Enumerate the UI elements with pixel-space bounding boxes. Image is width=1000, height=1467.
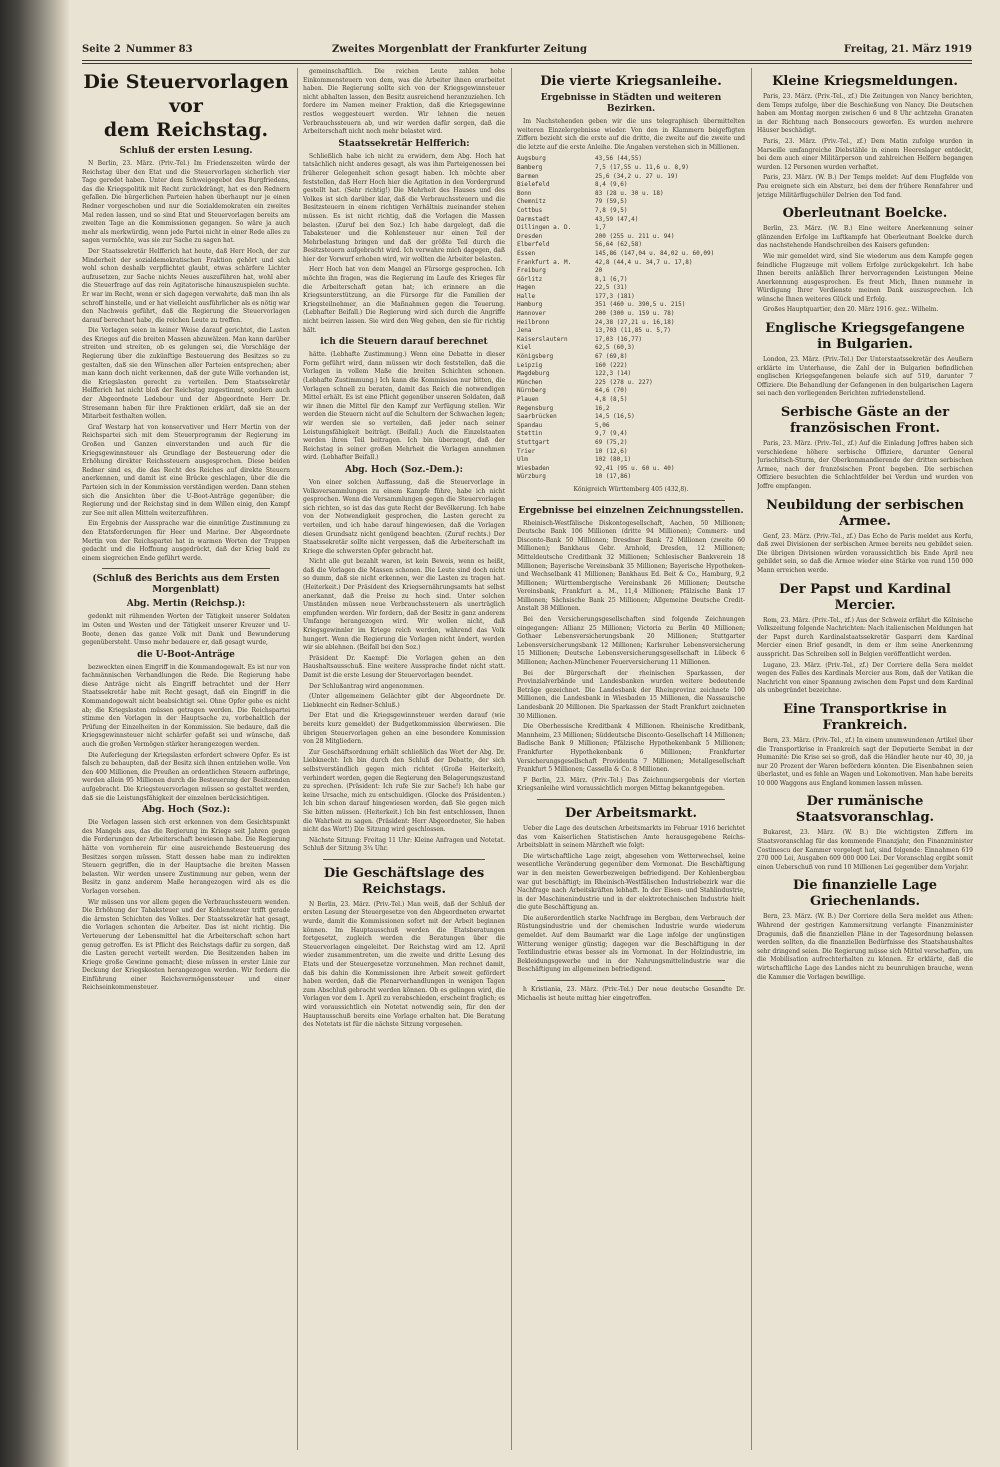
- masthead: [82, 44, 972, 58]
- article-paragraph: Von einer solchen Auffassung, daß die Steuervorlage in Volksversammlungen zu einem Kampfe führe, habe ich nicht gesprochen. Wenn die Versammlungen gegen die Steuervorlagen sich richten, so ist das das gute Recht der Bevölkerung. Ich habe von der Notwendigkeit gesprochen, die Lasten gerecht zu verteilen, und ich habe darauf hingewiesen, daß die Vorlagen diesen Grundsatz nicht genügend beachten. (Zuruf rechts.) Der Staatssekretär sollte nicht vergessen, daß die Arbeiterschaft im Kriege die schwersten Opfer gebracht hat.: [303, 478, 505, 555]
- section-heading: Der rumänische Staatsvoranschlag.: [795, 794, 935, 826]
- city-cell: Essen: [517, 249, 536, 257]
- subheadline: Ergebnisse in Städten und weiteren Bezirken.: [540, 93, 722, 114]
- article-paragraph: Schließlich habe ich nicht zu erwidern, dem Abg. Hoch hat tatsächlich nicht anderes gesagt, als was ihm Parteigenossen bei früherer Gelegenheit schon gesagt haben. Ich möchte aber feststellen, daß Herr Hoch hier die Agitation in den Vordergrund gestellt hat. (Sehr richtig!) Die Mehrheit des Hauses und des Volkes ist sich darüber klar, daß die Verbrauchssteuern und die Besitzsteuern in einem richtigen Verhältnis zueinander stehen müssen. Es ist nicht richtig, daß die Vorlagen die Massen belasten. (Zuruf bei den Soz.) Ich habe dargelegt, daß die Tabaksteuer und die Kohlensteuer nur einen Teil der Mehrbelastung bringen und daß der größte Teil durch die Besitzsteuern aufgebracht wird. Ich verwahre mich dagegen, daß hier der Vorwurf erhoben wird, wir wollten die Arbeiter belasten.: [303, 152, 505, 263]
- city-cell: Hagen: [517, 284, 536, 292]
- article-paragraph: gedenkt mit rühmenden Worten der Tätigkeit unserer Soldaten im Osten und Westen und der Tätigkeit unserer Kreuzer und U-Boote, denen das ganze Volk mit Dank und Bewunderung gegenübersteht. Umso mehr bedauere er, daß gesagt wurde,: [82, 613, 290, 647]
- table-row: [517, 241, 745, 250]
- value-cell: 351 (460 u. 390,5 u. 215): [595, 301, 686, 309]
- article-paragraph: Rom, 23. März. (Priv.-Tel., zf.) Aus der Schweiz erfährt die Kölnische Volkszeitung folgende Nachrichten: Nach italienischen Meldungen hat der Papst durch Kardinalstaatssekretär Gasparri dem Kardinal Mercier einen Brief gesandt, in dem er ihm seine Anerkennung ausspricht. Das Schreiben soll in Belgien veröffentlicht werden.: [757, 616, 973, 658]
- value-cell: 13,703 (11,85 u. 5,7): [595, 327, 671, 335]
- value-cell: 56,64 (62,58): [595, 241, 642, 249]
- article-paragraph: Genf, 23. März. (Priv.-Tel., zf.) Das Echo de Paris meldet aus Korfu, daß zwei Divisionen der serbischen Armee bereits neu gebildet seien. Die übrigen Divisionen würden voraussichtlich bis Ende April neu gebildet sein, so daß die Armee wieder eine Stärke von rund 150 000 Mann erreichen werde.: [757, 532, 973, 574]
- article-paragraph: Wie mir gemeldet wird, sind Sie wiederum aus dem Kampfe gegen feindliche Flugzeuge mit vollem Erfolge zurückgekehrt. Ich habe Ihnen bereits anläßlich Ihrer hervorragenden Leistungen Meine Anerkennung ausgesprochen. Es freut Mich, Ihnen nunmehr in Würdigung Ihrer Verdienste meinen Dank auszusprechen. Ich wünsche Ihnen weiteres Glück und Erfolg.: [757, 252, 973, 303]
- city-cell: Stettin: [517, 430, 543, 438]
- subscription-results-table: [517, 155, 745, 482]
- city-cell: München: [517, 378, 543, 386]
- city-cell: Magdeburg: [517, 370, 550, 378]
- column-rule-2: [511, 68, 512, 1450]
- value-cell: 9,7 (9,4): [595, 430, 628, 438]
- city-cell: Regensburg: [517, 404, 554, 412]
- city-cell: Hannover: [517, 310, 546, 318]
- article-paragraph: Die Auferlegung der Kriegslasten erfordert schwere Opfer. Es ist falsch zu behaupten, daß der Besitz sich ihnen entziehen wolle. Von den 400 Millionen, die Preußen an ordentlichen Steuern aufbringe, werden allein 95 Millionen durch die Besteuerung der Besitzenden aufgebracht. Die Kriegsteuervorlagen müssen so gestaltet werden, daß sie die Leistungsfähigkeit der einzelnen berücksichtigen.: [82, 751, 290, 802]
- city-cell: Dresden: [517, 232, 543, 240]
- city-cell: Bamberg: [517, 163, 543, 171]
- headline-line-2: dem Reichstag.: [103, 119, 269, 141]
- article-paragraph: F Berlin, 23. März. (Priv.-Tel.) Das Zeichnungsergebnis der vierten Kriegsanleihe wird voraussichtlich morgen Mittag bekanntgegeben.: [517, 776, 745, 793]
- value-cell: 7,5 (17,55 u. 11,6 u. 8,9): [595, 163, 689, 171]
- table-row: [517, 473, 745, 482]
- table-row: [517, 293, 745, 302]
- value-cell: 25,6 (34,2 u. 27 u. 19): [595, 172, 679, 180]
- value-cell: 1,7: [595, 224, 606, 232]
- table-row: [517, 327, 745, 336]
- article-paragraph: Paris, 23. März. (Priv.-Tel., zf.) Die Zeitungen von Nancy berichten, dem Temps zufolge, über die Beschießung von Nancy. Die Deutschen haben am Montag morgen zwischen 6 und 8 Uhr achtzehn Granaten in der Richtung nach Bonsecours geworfen. Es wurden mehrere Häuser beschädigt.: [757, 93, 973, 135]
- page-number: Seite 2: [82, 44, 121, 55]
- table-row: [517, 181, 745, 190]
- article-paragraph: hätte. (Lebhafte Zustimmung.) Wenn eine Debatte in dieser Form geführt wird, dann müssen wir doch feststellen, daß die Vorlagen in vollem Maße die breiten Schichten schonen. (Lebhafte Zustimmung.) Ich kann die Kommission nur bitten, die Vorlagen schnell zu beraten, damit das Reich die notwendigen Mittel erhält. Es ist eine Pflicht gegenüber unseren Soldaten, daß wir ihnen die Mittel für den Kampf zur Verfügung stellen. Wir werden die Steuern nicht auf die Schultern der Schwachen legen; wir werden sie so verteilen, daß jeder nach seiner Leistungsfähigkeit beiträgt. (Beifall.) Auch die Einzelstaaten werden ihren Teil beitragen. Ich bin überzeugt, daß der Reichstag in seiner großen Mehrheit die Vorlagen annehmen wird. (Lebhafter Beifall.): [303, 351, 505, 462]
- column-2: [303, 68, 505, 1450]
- headline-line-1: Die Steuervorlagen vor: [83, 71, 289, 117]
- article-paragraph: Ueber die Lage des deutschen Arbeitsmarkts im Februar 1916 berichtet das vom Kaiserlichen Statistischen Amte herausgegebene Reichs-Arbeitsblatt in seinem Märzheft wie folgt:: [517, 824, 745, 850]
- article-paragraph: Die Oberhessische Kreditbank 4 Millionen. Rheinische Kreditbank, Mannheim, 23 Millionen; Süddeutsche Disconto-Gesellschaft 14 Millionen; Badische Bank 9 Millionen; Pfälzische Hypothekenbank 5 Millionen; Frankfurter Hypothekenbank 6 Millionen; Frankfurter Versicherungsgesellschaft Providentia 7 Millionen; Metallgesellschaft Frankfurt 5 Millionen; Cassella & Co. 8 Millionen.: [517, 723, 745, 774]
- table-row: [517, 353, 745, 362]
- city-cell: Kiel: [517, 344, 532, 352]
- speaker-heading: Abg. Mertin (Reichsp.):: [126, 599, 246, 610]
- report-note: (Schluß des Berichts aus dem Ersten Morgenblatt): [92, 574, 280, 596]
- value-cell: 160 (222): [595, 361, 628, 369]
- article-paragraph: Die Vorlagen seien in keiner Weise darauf gerichtet, die Lasten des Krieges auf die breiten Massen abzuwälzen. Man kann darüber streiten und streiten, ob es gelungen sei, die Vorschläge der Regierung über die zukünftige Besteuerung des Besitzes so zu gestalten, daß sie den Wünschen aller Parteien entsprechen; aber man kann doch nicht verkennen, daß der gute Wille vorhanden ist, die Kriegslasten gerecht zu verteilen. Dem Staatssekretär Helfferich hat nicht bloß der Reichstag zugestimmt, sondern auch der Abgeordnete Ledebour und der Abgeordnete Herr Dr. Stresemann haben für ihre Fraktionen erklärt, daß sie an der Mitarbeit festhalten wollen.: [82, 327, 290, 421]
- city-cell: Königsberg: [517, 353, 554, 361]
- table-row: [517, 413, 745, 422]
- table-row: [517, 370, 745, 379]
- value-cell: 22,5 (31): [595, 284, 628, 292]
- city-cell: Frankfurt a. M.: [517, 258, 572, 266]
- subsection-heading: ich die Steuern darauf berechnet: [320, 337, 488, 348]
- table-row: [517, 465, 745, 474]
- article-paragraph: Zur Geschäftsordnung erhält schließlich das Wort der Abg. Dr. Liebknecht: Ich bin durch den Schluß der Debatte, der sich selbstverständlich gegen mich richtet (Große Heiterkeit), verhindert worden, gegen die Regierung den Belagerungszustand zu sprechen. (Präsident: Ich rufe Sie zur Sache!) Ich habe gar keine Ursache, mich zu entschuldigen. (Glocke des Präsidenten.) Ich bin schon darauf hingewiesen worden, daß Sie gegen mich Sie bitten müssen. (Heiterkeit.) Ich bin fest entschlossen, Ihnen die Wahrheit zu sagen. (Präsident: Herr Abgeordneter, Sie haben nicht das Wort!) Die Sitzung wird geschlossen.: [303, 748, 505, 834]
- table-row: [517, 284, 745, 293]
- section-heading: Englische Kriegsgefangene in Bulgarien.: [765, 321, 965, 353]
- value-cell: 20: [595, 267, 603, 275]
- value-cell: 200 (255 u. 211 u. 94): [595, 232, 675, 240]
- city-cell: Chemnitz: [517, 198, 546, 206]
- article-paragraph: Paris, 23. März. (Priv.-Tel., zf.) Auf die Einladung Joffres haben sich verschiedene höhere serbische Offiziere, darunter General Jurischitsch-Sturm, der Oberkommandierende der dritten serbischen Armee, nach der französischen Front begeben. Die serbischen Offiziere besuchten die Schlachtfelder bei Verdun und wurden von Joffre empfangen.: [757, 440, 973, 490]
- article-paragraph: N Berlin, 23. März. (Priv.-Tel.) Im Friedenszeiten würde der Reichstag über den Etat und die Steuervorlagen sicherlich vier Tage geredet haben. Unter dem Schweigegebot des Burgfriedens, das die Kriegspolitik mit Recht zurückdrängt, hat es den Rednern gefallen. Die bürgerlichen Parteien haben überhaupt nur je einen Redner vorgeschoben und nur die Sozialdemokraten ein zweites Mal reden lassen, und so sind Etat und Steuervorlagen bereits am zweiten Tage an die Kommissionen gegangen. So wäre ja auch mehr als merkwürdig, wenn jede Partei nicht in einer Rede alles zu sagen vermöchte, was sie zur Sache zu sagen hat.: [82, 160, 290, 245]
- article-paragraph: London, 23. März. (Priv.-Tel.) Der Unterstaatssekretär des Aeußern erklärte im Unterhause, die Zahl der in Bulgarien befindlichen englischen Kriegsgefangenen belaufe sich auf 519, darunter 7 Offiziere. Die Behandlung der Gefangenen in den bulgarischen Lagern sei nach den vorliegenden Berichten zufriedenstellend.: [757, 356, 973, 398]
- table-row: [517, 173, 745, 182]
- value-cell: 102 (80,1): [595, 456, 632, 464]
- article-paragraph: Großes Hauptquartier, den 20. März 1916. gez.: Wilhelm.: [763, 306, 939, 314]
- value-cell: 8,1 (6,7): [595, 275, 628, 283]
- city-cell: Barmen: [517, 172, 539, 180]
- kingdom-total: Königreich Württemberg 405 (432,8).: [573, 485, 689, 493]
- book-binding-edge: [0, 0, 70, 1467]
- table-row: [517, 405, 745, 414]
- article-paragraph: Bukarest, 23. März. (W. B.) Die wichtigsten Ziffern im Staatsvoranschlag für das kommende Finanzjahr, den Finanzminister Costinescu der Kammer vorgelegt hat, sind folgende: Einnahmen 619 270 000 Lei, Ausgaben 609 000 000 Lei. Der Voranschlag ergibt somit einen Ueberschuß von rund 10 Millionen Lei gegenüber dem Vorjahr.: [757, 829, 973, 871]
- value-cell: 4,8 (8,5): [595, 396, 628, 403]
- article-paragraph: Rheinisch-Westfälische Diskontogesellschaft, Aachen, 50 Millionen; Deutsche Bank 106 Millionen (dritte 94 Millionen); Commerz- und Disconto-Bank 50 Millionen; Dresdner Bank 72 Millionen (zweite 60 Millionen); Bankhaus Gebr. Arnhold, Dresden, 12 Millionen; Mitteldeutsche Creditbank 32 Millionen; Schlesischer Bankverein 18 Millionen; Bayerische Vereinsbank 35 Millionen; Bayerische Hypotheken- und Wechselbank 41 Millionen; Bankhaus Ed. Beit & Co., Hamburg, 9,2 Millionen; Württembergische Vereinsbank 26 Millionen; Deutsche Vereinsbank, Frankfurt a. M., 11,4 Millionen; Pfälzische Bank 17 Millionen; Sächsische Bank 25 Millionen; Allgemeine Deutsche Credit-Anstalt 38 Millionen.: [517, 519, 745, 613]
- divider: [537, 799, 725, 800]
- table-row: [517, 387, 745, 396]
- city-cell: Halle: [517, 292, 536, 300]
- table-row: [517, 198, 745, 207]
- city-cell: Heilbronn: [517, 318, 550, 326]
- article-paragraph: Bei den Versicherungsgesellschaften sind folgende Zeichnungen eingegangen: Allianz 25 Millionen; Victoria zu Berlin 40 Millionen; Gothaer Lebensversicherungsbank 20 Millionen; Stuttgarter Lebensversicherungsbank 12 Millionen; Karlsruher Lebensversicherung 15 Millionen; Deutsche Lebensversicherungsgesellschaft in Lübeck 6 Millionen; Aachen-Münchener Feuerversicherung 11 Millionen.: [517, 616, 745, 667]
- article-paragraph: Bern, 23. März. (W. B.) Der Corriere della Sera meldet aus Athen: Während der gestrigen Kammersitzung verlangte Finanzminister Dragumis, daß die finanziellen Pläne in der Tagesordnung belassen werden sollten, da die finanziellen Bedürfnisse des Staatshaushaltes sehr dringend seien. Die Regierung müsse sich Mittel verschaffen, um die Mobilisation aufrechterhalten zu können. Er erklärte, daß die wirtschaftliche Lage des Landes nicht zu beunruhigen brauche, wenn die Kammer die Vorlagen bewillige.: [757, 913, 973, 981]
- table-row: [517, 422, 745, 431]
- city-cell: Bielefeld: [517, 181, 550, 189]
- subsection-heading: die U-Boot-Anträge: [137, 649, 235, 660]
- section-heading-arbeitsmarkt: Der Arbeitsmarkt.: [564, 805, 698, 821]
- article-paragraph: Graf Westarp hat von konservativer und Herr Mertin von der Reichspartei sich mit dem Steuerprogramm der Regierung im Großen und Ganzen einverstanden und auch für die Kriegsgewinnsteuer als Grundlage der Besteuerung oder die Erhöhung direkter Reichssteuern ausgesprochen. Diese beiden Redner sind es, die das Recht des Reiches auf direkte Steuern anerkennen, und damit ist eine Brücke geschlagen, über die die Parteien sich in der Kommission verständigen werden. Dann stehen sich die Ansichten über die U-Boot-Anträge gegenüber; die Regierung und der Reichstag sind in dem Willen einig, den Kampf zur See mit allen Mitteln weiterzuführen.: [82, 423, 290, 517]
- section-heading: Oberleutnant Boelcke.: [782, 206, 948, 222]
- article-paragraph: Herr Hoch hat von dem Mangel an Fürsorge gesprochen. Ich möchte ihn fragen, was die Regierung im Laufe des Krieges für die Arbeiterschaft getan hat; ich erinnere an die Kriegsunterstützung, an die Fürsorge für die Familien der Kriegsteilnehmer, an die Maßnahmen gegen die Teuerung. (Lebhafter Beifall.) Die Regierung wird sich durch die Angriffe nicht beirren lassen. Sie wird den Weg gehen, den sie für richtig hält.: [303, 266, 505, 334]
- value-cell: 10 (12,6): [595, 447, 628, 455]
- city-cell: Dillingen a. D.: [517, 224, 572, 232]
- table-row: [517, 439, 745, 448]
- article-paragraph: Der Staatssekretär Helfferich hat heute, daß Herr Hoch, der zur Minderheit der sozialdemokratischen Fraktion gehört und sich wohl schon deshalb verpflichtet glaubt, etwas schärfere Lichter aufzusetzen, zur Sache nichts Neues auszuführen hat, wohl aber die Steuerfrage auf das rein Agitatorische hinauszuspielen suchte. Er war im Recht, wenn er sich dagegen verwahrte, daß man ihn als schroff hinstelle, und er hat vielleicht ausführlicher als es nötig war den Nachweis geführt, daß die Regierung die Steuervorlagen darauf berechnet habe, die reichen Leute zu treffen.: [82, 247, 290, 324]
- table-row: [517, 164, 745, 173]
- table-row: [517, 448, 745, 457]
- column-4: [757, 68, 973, 1450]
- value-cell: 122,3 (14): [595, 370, 632, 378]
- table-row: [517, 233, 745, 242]
- speaker-heading: Abg. Hoch (Soz.):: [141, 805, 231, 816]
- city-cell: Bonn: [517, 189, 532, 197]
- value-cell: 17,03 (16,77): [595, 335, 642, 343]
- section-heading: Der Papst und Kardinal Mercier.: [779, 581, 951, 613]
- value-cell: 67 (69,8): [595, 353, 628, 361]
- city-cell: Stuttgart: [517, 438, 550, 446]
- table-row: [517, 155, 745, 164]
- city-cell: Saarbrücken: [517, 413, 557, 421]
- article-paragraph: Paris, 23. März. (Priv.-Tel., zf.) Dem Matin zufolge wurden in Marseille umfangreiche Diebstähle in einem Heereslager entdeckt, bei dem auch einer Militärperson und zahlreichen Helfern begangen wurden. 12 Personen wurden verhaftet.: [757, 137, 973, 171]
- section-heading: Neubildung der serbischen Armee.: [766, 497, 964, 529]
- value-cell: 83 (28 u. 30 u. 18): [595, 189, 664, 197]
- value-cell: 10 (17,86): [595, 473, 632, 481]
- table-row: [517, 190, 745, 199]
- headline-steuervorlagen: [82, 70, 290, 142]
- section-heading-kriegsanleihe: Die vierte Kriegsanleihe.: [540, 74, 722, 89]
- table-row: [517, 310, 745, 319]
- section-heading: Die finanzielle Lage Griechenlands.: [793, 878, 937, 910]
- column-1: [82, 68, 290, 1450]
- article-paragraph: Präsident Dr. Kaempf: Die Vorlagen gehen an den Haushaltsausschuß. Eine weitere Aussprache findet nicht statt. Damit ist die erste Lesung der Steuervorlagen beendet.: [303, 654, 505, 679]
- value-cell: 5,06: [595, 421, 610, 429]
- table-row: [517, 276, 745, 285]
- table-row: [517, 319, 745, 328]
- table-row: [517, 362, 745, 371]
- value-cell: 200 (300 u. 159 u. 78): [595, 310, 675, 318]
- city-cell: Hamburg: [517, 301, 543, 309]
- subheadline: Schluß der ersten Lesung.: [119, 146, 253, 156]
- city-cell: Elberfeld: [517, 241, 550, 249]
- table-row: [517, 216, 745, 225]
- article-paragraph: Lugano, 23. März. (Priv.-Tel., zf.) Der Corriere della Sera meldet wegen des Falles des Kardinals Mercier aus Rom, daß der Vatikan die Nachricht von einer Spannung zwischen dem Papst und dem Kardinal als unbegründet bezeichne.: [757, 661, 973, 695]
- table-row: [517, 344, 745, 353]
- value-cell: 43,56 (44,55): [595, 155, 642, 163]
- table-row: [517, 430, 745, 439]
- value-cell: 79 (59,5): [595, 198, 628, 206]
- city-cell: Cottbus: [517, 206, 543, 214]
- speaker-heading: Abg. Hoch (Soz.-Dem.):: [344, 464, 463, 475]
- column-rule-3: [751, 68, 752, 1450]
- table-row: [517, 336, 745, 345]
- city-cell: Ulm: [517, 456, 528, 464]
- value-cell: 62,5 (60,3): [595, 344, 635, 352]
- article-paragraph: (Unter allgemeinem Gelächter gibt der Abgeordnete Dr. Liebknecht ein Redner-Schluß.): [303, 693, 505, 709]
- divider: [323, 859, 485, 860]
- city-cell: Leipzig: [517, 361, 543, 369]
- column-rule-1: [297, 68, 298, 1450]
- city-cell: Augsburg: [517, 155, 546, 163]
- table-row: [517, 396, 745, 405]
- column-3: [517, 68, 745, 1450]
- table-row: [517, 224, 745, 233]
- section-heading: Serbische Gäste an der französischen Front.: [780, 405, 950, 437]
- article-paragraph: N Berlin, 23. März. (Priv.-Tel.) Man weiß, daß der Schluß der ersten Lesung der Steuergesetze von den Abgeordneten erwartet wurde, damit die Kommissionen sofort mit der Arbeit beginnen können. Im Hauptausschuß werden die Etatsberatungen fortgesetzt, zugleich werden die Beratungen über die Steuervorlagen eingeleitet. Der Reichstag wird am 12. April wieder zusammentreten, um die zweite und dritte Lesung des Etats und der Steuergesetze vorzunehmen. Man rechnet damit, daß bis dahin die Kommissionen ihre Arbeit soweit gefördert haben werden, daß die Plenarverhandlungen in wenigen Tagen zum Abschluß gebracht werden können. Ob es gelingen wird, die Vorlagen vor dem 1. April zu verabschieden, erscheint fraglich; es wird voraussichtlich ein Notetat notwendig sein, für den der Hauptausschuß bereits eine Vorlage erhalten hat. Die Beratung des Notetats ist für die nächste Sitzung vorgesehen.: [303, 900, 505, 1029]
- value-cell: 42,8 (44,4 u. 34,7 u. 17,8): [595, 258, 693, 266]
- city-cell: Freiburg: [517, 267, 546, 275]
- article-paragraph: Wir müssen uns vor allem gegen die Verbrauchssteuern wenden. Die Erhöhung der Tabaksteuer und der Kohlensteuer trifft gerade die ärmsten Schichten des Volkes. Der Staatssekretär hat gesagt, die Vorlagen schonten die Arbeiter. Das ist nicht richtig. Die Verteuerung der Lebensmittel hat die Arbeiterschaft schon hart genug getroffen. Es ist Pflicht des Reichstags dafür zu sorgen, daß die Lasten gerecht verteilt werden. Die Besitzenden haben im Kriege große Gewinne gemacht; diese müssen in erster Linie zur Deckung der Kriegskosten herangezogen werden. Wir fordern die Einführung einer Reichsvermögenssteuer und einer Reichseinkommensteuer.: [82, 898, 290, 992]
- divider: [537, 500, 725, 501]
- value-cell: 7,8 (9,5): [595, 206, 628, 214]
- value-cell: 177,3 (181): [595, 292, 635, 300]
- city-cell: Darmstadt: [517, 215, 550, 223]
- value-cell: 16,2: [595, 404, 610, 412]
- table-row: [517, 267, 745, 276]
- table-row: [517, 456, 745, 465]
- table-row: [517, 379, 745, 388]
- article-paragraph: bezweckten einen Eingriff in die Kommandogewalt. Es ist nur von fachmännischen Verhandlungen die Rede. Die Regierung habe diese Anträge nicht als Eingriff betrachtet und der Herr Staatssekretär habe mit Recht gesagt, daß ein Eingriff in die Kommandogewalt nicht beabsichtigt sei. Ohne Opfer gehe es nicht ab; die Kriegslasten müssen getragen werden. Die Reichspartei stimme den Vorlagen in der Hauptsache zu, vorbehaltlich der Prüfung der Einzelheiten in der Kommission. Sie bedaure, daß die Kriegsgewinnsteuer nicht schärfer gefaßt sei und wünsche, daß auch die großen Vermögen stärker herangezogen werden.: [82, 663, 290, 749]
- table-row: [517, 259, 745, 268]
- value-cell: 8,4 (9,6): [595, 181, 628, 189]
- value-cell: 64,6 (70): [595, 387, 628, 395]
- city-cell: Wiesbaden: [517, 464, 550, 472]
- divider: [102, 568, 270, 569]
- article-paragraph: Der Etat und die Kriegsgewinnsteuer werden darauf (wie bereits kurz gemeldet) der Budgetkommission überwiesen. Die übrigen Steuervorlagen gehen an eine besondere Kommission von 28 Mitgliedern.: [303, 712, 505, 746]
- section-heading: Eine Transportkrise in Frankreich.: [783, 701, 947, 733]
- article-paragraph: gemeinschaftlich. Die reichen Leute zahlen hohe Einkommensteuern von dem, was die Arbeiter ihnen erarbeitet haben. Die Regierung sollte sich von der Kriegsgewinnsteuer nicht abhalten lassen, den Besitz ausreichend heranzuziehen. Ich fordere im Namen meiner Fraktion, daß die Kriegsgewinne restlos weggesteuert werden. Wir lehnen die neuen Verbrauchssteuern ab, und wir werden dafür sorgen, daß die Arbeiterschaft nicht noch mehr belastet wird.: [303, 68, 505, 136]
- table-row: [517, 250, 745, 259]
- value-cell: 14,5 (16,5): [595, 413, 635, 421]
- article-paragraph: Paris, 23. März. (W. B.) Der Temps meldet: Auf dem Flugfelde von Pau ereignete sich ein Absturz, bei dem der frühere Rennfahrer und jetzige Militärflugschüler Delrien den Tod fand.: [757, 174, 973, 199]
- article-paragraph: Nächste Sitzung: Freitag 11 Uhr: Kleine Anfragen und Notetat. Schluß der Sitzung 3¼ Uhr.: [303, 836, 505, 853]
- section-heading-kriegsmeldungen: Kleine Kriegsmeldungen.: [772, 74, 958, 89]
- article-paragraph: Die außerordentlich starke Nachfrage im Bergbau, dem Verbrauch der Rüstungsindustrie und der chemischen Industrie wurde wiederum gemeldet. Auf dem Baumarkt war die Lage infolge der ungünstigen Witterung weniger günstig; dagegen war die Beschäftigung in der Textilindustrie etwas besser als im Vormonat. In der Holzindustrie, im Bekleidungsgewerbe und in der Nahrungsmittelindustrie war die Beschäftigung im allgemeinen befriedigend.: [517, 914, 745, 974]
- issue-number: Nummer 83: [126, 44, 193, 55]
- masthead-rule-2: [82, 63, 972, 64]
- masthead-rule: [82, 60, 972, 61]
- article-paragraph: h Kristiania, 23. März. (Priv.-Tel.) Der neue deutsche Gesandte Dr. Michaelis ist heute mittag hier eingetroffen.: [517, 986, 745, 1002]
- article-paragraph: Ein Ergebnis der Aussprache war die einmütige Zustimmung zu den Etatsforderungen für Heer und Marine. Der Abgeordnete Mertin von der Reichspartei hat in warmen Worten der Truppen gedacht und die Hoffnung ausgedrückt, daß der Krieg bald zu einem siegreichen Ende geführt werde.: [82, 520, 290, 562]
- article-paragraph: Nicht alle gut bezahlt waren, ist kein Beweis, wenn es heißt, daß die Vorlagen die Massen schonen. Die Leute sind doch nicht so dumm, daß sie nicht erkennen, wer die Lasten zu tragen hat. (Heiterkeit.) Der Präsident des Kriegsernährungsamts hat selbst anerkannt, daß die Preise zu hoch sind. Unter solchen Umständen müssen neue Verbrauchssteuern als unerträglich empfunden werden. Wir fordern, daß der Besitz in ganz anderem Umfange herangezogen wird. Wir wollen nicht, daß Kriegsgewinnler im Kriege reich werden, während das Volk hungert. Wenn die Regierung die Vorlagen nicht ändert, werden wir sie ablehnen. (Beifall bei den Soz.): [303, 558, 505, 652]
- city-cell: Trier: [517, 447, 536, 455]
- speaker-heading: Staatssekretär Helfferich:: [338, 138, 470, 149]
- issue-date: Freitag, 21. März 1919: [843, 44, 972, 55]
- article-paragraph: Berlin, 23. März. (W. B.) Eine weitere Anerkennung seiner glänzenden Erfolge im Luftkampfe hat Oberleutnant Boelcke durch das nachstehende Handschreiben des Kaisers gefunden:: [757, 225, 973, 250]
- article-paragraph: Der Schlußantrag wird angenommen.: [309, 682, 424, 690]
- city-cell: Spandau: [517, 421, 543, 429]
- city-cell: Jena: [517, 327, 532, 335]
- city-cell: Würzburg: [517, 473, 546, 481]
- value-cell: 145,86 (147,04 u. 84,02 u. 60,09): [595, 249, 715, 257]
- article-paragraph: Die wirtschaftliche Lage zeigt, abgesehen vom Wetterwechsel, keine wesentliche Veränderung gegenüber dem Vormonat. Die Beschäftigung war in den meisten Gewerbezweigen befriedigend. Der Kohlenbergbau war gut beschäftigt; im Rheinisch-Westfälischen Industriebezirk war die Nachfrage nach Arbeitskräften lebhaft. In der Eisen- und Stahlindustrie, in der Maschinenindustrie und in der elektrotechnischen Industrie hielt die gute Beschäftigung an.: [517, 852, 745, 912]
- value-cell: 69 (75,2): [595, 438, 628, 446]
- value-cell: 92,41 (95 u. 60 u. 40): [595, 464, 675, 472]
- article-paragraph: Die Vorlagen lassen sich erst erkennen von dem Gesichtspunkt des Mangels aus, das die Regierung im Kriege seit Jahren gegen die Forderungen der Arbeiterschaft bewiesen habe. Die Regierung hätte von vornherein für eine ausreichende Besteuerung des Besitzes sorgen müssen. Statt dessen habe man zu indirekten Steuern gegriffen, die in der Hauptsache die breiten Massen belasten. Wir werden unsere Zustimmung nur geben, wenn der Besitz in ganz anderem Maße herangezogen wird als es die Vorlagen vorsehen.: [82, 819, 290, 895]
- article-paragraph: Im Nachstehenden geben wir die uns telegraphisch übermittelten weiteren Einzelergebnisse wieder. Von den in Klammern beigefügten Ziffern bezieht sich die erste auf die dritte, die zweite auf die zweite und die letzte auf die erste Anleihe. Die Angaben verstehen sich in Millionen.: [517, 118, 745, 151]
- city-cell: Kaiserslautern: [517, 335, 568, 343]
- table-row: [517, 207, 745, 216]
- value-cell: 24,38 (27,21 u. 16,18): [595, 318, 675, 326]
- city-cell: Görlitz: [517, 275, 543, 283]
- section-heading-geschaeftslage: Die Geschäftslage des Reichstags.: [323, 865, 485, 897]
- article-paragraph: Bei der Bürgerschaft der rheinischen Sparkassen, der Provinzialverbände und Landesbanken wurden weitere bedeutende Beträge gezeichnet. Die Landesbank der Rheinprovinz zeichnete 100 Millionen, die Landesbank in Wiesbaden 15 Millionen, die Nassauische Landesbank 20 Millionen. Die Sparkassen der Stadt Frankfurt zeichneten 30 Millionen.: [517, 669, 745, 720]
- edition-title: Zweites Morgenblatt der Frankfurter Zeitung: [332, 44, 587, 55]
- city-cell: Nürnberg: [517, 387, 546, 395]
- city-cell: Plauen: [517, 396, 539, 403]
- subsection-heading: Ergebnisse bei einzelnen Zeichnungsstellen.: [518, 505, 744, 516]
- value-cell: 43,59 (47,4): [595, 215, 639, 223]
- article-paragraph: Bern, 23. März. (Priv.-Tel., zf.) In einem unumwundenen Artikel über die Transportkrise in Frankreich sagt der Deputierte Sembat in der Humanité: Die Krise sei so groß, daß die Händler heute nur 40, 30, ja nur 20 Prozent der Waren befördern könnten. Die Eisenbahnen seien überlastet, und es fehle an Wagen und Lokomotiven. Man habe bereits 10 000 Waggons aus England kommen lassen müssen.: [757, 736, 973, 787]
- value-cell: 225 (278 u. 227): [595, 378, 653, 386]
- divider: [537, 980, 725, 981]
- table-row: [517, 301, 745, 310]
